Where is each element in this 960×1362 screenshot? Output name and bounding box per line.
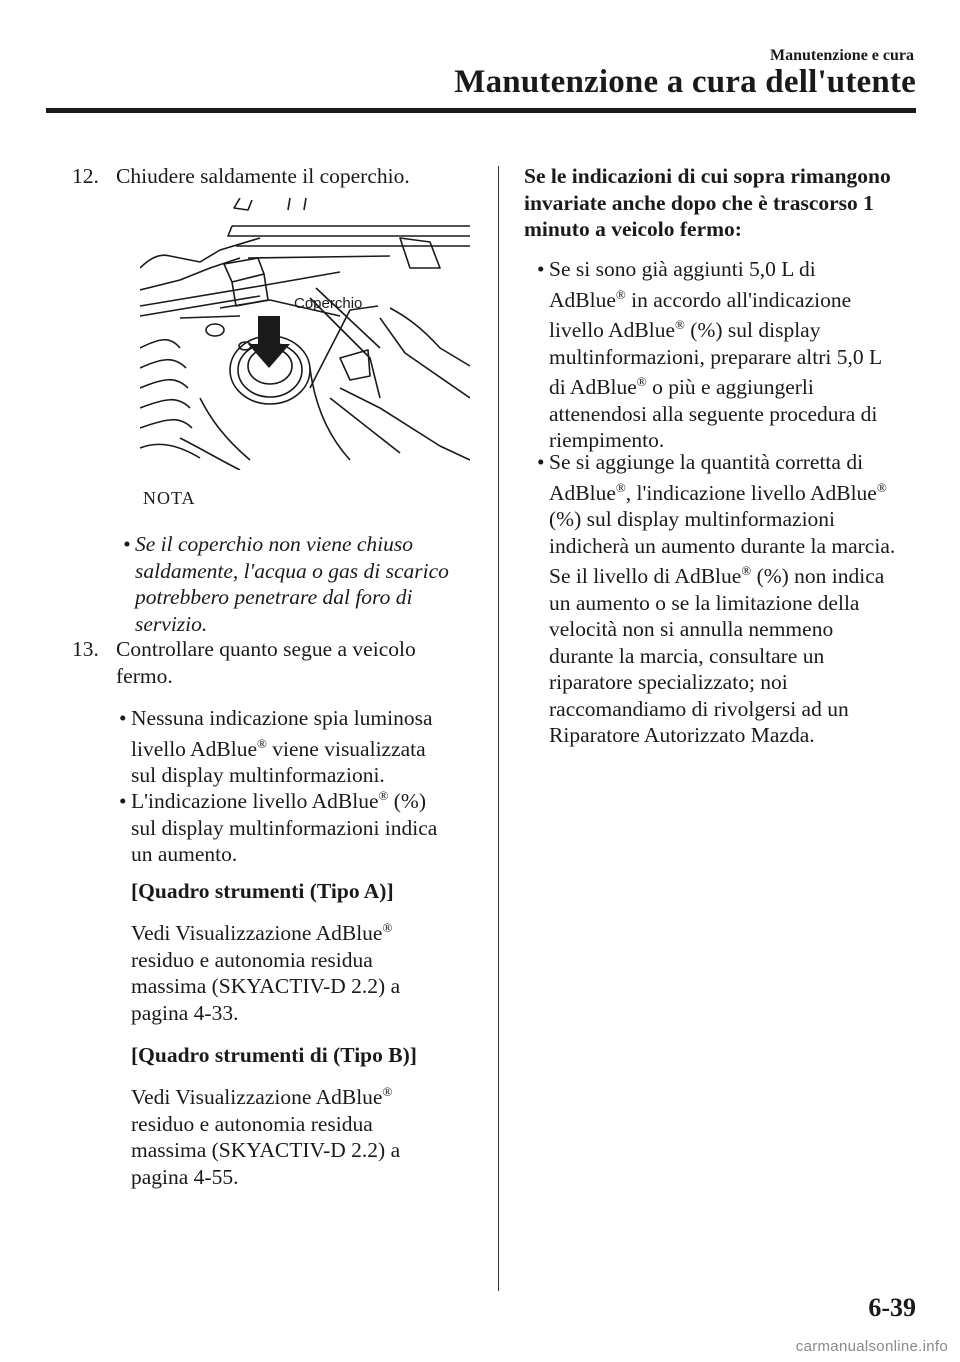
note-line: saldamente, l'acqua o gas di scarico — [135, 558, 449, 583]
step-number: 12. — [72, 164, 99, 188]
bullet-dot: • — [537, 450, 545, 474]
right-item-2 — [537, 449, 929, 749]
registered-mark: ® — [382, 919, 393, 935]
registered-mark: ® — [675, 316, 685, 332]
text-line: di AdBlue — [549, 375, 637, 399]
type-a-heading: [Quadro strumenti (Tipo A)] — [131, 879, 394, 903]
type-a-reference — [131, 920, 471, 1026]
header-divider — [46, 108, 916, 113]
text-line: sul display multinformazioni indica — [131, 815, 438, 840]
text-line: massima (SKYACTIV-D 2.2) a — [131, 1138, 401, 1162]
text-line: velocità non si annulla nemmeno — [549, 617, 834, 641]
figure-label: Coperchio — [294, 295, 363, 312]
step-number: 13. — [72, 637, 99, 661]
note-line: servizio. — [135, 611, 208, 636]
registered-mark: ® — [615, 286, 626, 302]
text-line: Se si sono già aggiunti 5,0 L di — [549, 257, 816, 281]
page-number: 6-39 — [868, 1293, 916, 1322]
text-line: Se si aggiunge la quantità corretta di — [549, 450, 864, 474]
bullet-dot: • — [119, 706, 127, 730]
registered-mark: ® — [876, 479, 887, 495]
registered-mark: ® — [378, 787, 389, 803]
text-line: sul display multinformazioni. — [131, 763, 385, 787]
text-line: Vedi Visualizzazione AdBlue — [131, 921, 383, 945]
type-b-heading: [Quadro strumenti di (Tipo B)] — [131, 1043, 417, 1067]
text-line: invariate anche dopo che è trascorso 1 — [524, 190, 874, 215]
text-line: AdBlue — [549, 480, 616, 505]
text-line: (%) non indica — [751, 564, 885, 588]
text-line: (%) — [388, 789, 426, 813]
text-line: riparatore specializzato; noi — [549, 670, 788, 694]
text-line: AdBlue — [549, 287, 616, 312]
note-title: NOTA — [143, 488, 196, 508]
text-line: in accordo all'indicazione — [625, 287, 852, 312]
text-line: Riparatore Autorizzato Mazda. — [549, 723, 815, 747]
type-b-reference — [131, 1084, 471, 1190]
text-line: riempimento. — [549, 428, 665, 452]
bullet-dot: • — [537, 257, 545, 281]
right-item-1 — [537, 256, 929, 454]
text-line: un aumento o se la limitazione della — [549, 590, 860, 615]
text-line: livello AdBlue — [131, 736, 258, 761]
step-12 — [72, 163, 472, 190]
step-text-cont: fermo. — [116, 663, 173, 688]
check-item-2 — [119, 787, 471, 868]
text-line: residuo e autonomia residua — [131, 1111, 373, 1136]
text-line: un aumento. — [131, 842, 238, 866]
text-line: multinformazioni, preparare altri 5,0 L — [549, 344, 883, 369]
page-title: Manutenzione a cura dell'utente — [454, 64, 916, 100]
note-item — [123, 531, 475, 637]
bullet-dot: • — [119, 789, 127, 813]
right-heading — [524, 163, 924, 243]
step-text: Controllare quanto segue a veicolo — [116, 637, 416, 661]
text-line: Nessuna indicazione spia luminosa — [131, 706, 433, 730]
registered-mark: ® — [257, 735, 267, 751]
text-line: pagina 4-55. — [131, 1164, 239, 1189]
text-line: Se le indicazioni di cui sopra rimangono — [524, 164, 891, 188]
text-line: L'indicazione livello AdBlue — [131, 789, 379, 813]
text-line: Vedi Visualizzazione AdBlue — [131, 1085, 383, 1109]
text-line: massima (SKYACTIV-D 2.2) a — [131, 974, 401, 998]
text-line: raccomandiamo di rivolgersi ad un — [549, 696, 849, 721]
text-line: (%) sul display multinformazioni — [549, 507, 836, 531]
text-line: livello AdBlue — [549, 318, 676, 342]
text-line: , l'indicazione livello AdBlue — [625, 480, 877, 505]
text-line: durante la marcia, consultare un — [549, 643, 825, 668]
step-text: Chiudere saldamente il coperchio. — [116, 164, 410, 188]
watermark-url: carmanualsonline.info — [795, 1338, 948, 1355]
text-line: o più e aggiungerli — [646, 375, 814, 399]
registered-mark: ® — [382, 1083, 393, 1099]
section-title: Manutenzione e cura — [770, 47, 914, 64]
text-line: (%) sul display — [684, 318, 821, 342]
check-item-1 — [119, 705, 471, 789]
registered-mark: ® — [615, 479, 626, 495]
bullet-dot: • — [123, 532, 131, 556]
column-divider — [498, 166, 499, 1291]
step-13 — [72, 636, 472, 689]
text-line: viene visualizzata — [266, 736, 426, 761]
text-line: pagina 4-33. — [131, 1000, 239, 1025]
text-line: residuo e autonomia residua — [131, 947, 373, 972]
cap-illustration — [140, 198, 470, 470]
registered-mark: ® — [636, 373, 647, 389]
text-line: minuto a veicolo fermo: — [524, 217, 742, 241]
registered-mark: ® — [741, 562, 752, 578]
text-line: attenendosi alla seguente procedura di — [549, 401, 878, 426]
note-line: Se il coperchio non viene chiuso — [135, 532, 414, 556]
note-line: potrebbero penetrare dal foro di — [135, 585, 413, 609]
text-line: indicherà un aumento durante la marcia. — [549, 533, 896, 558]
text-line: Se il livello di AdBlue — [549, 564, 742, 588]
